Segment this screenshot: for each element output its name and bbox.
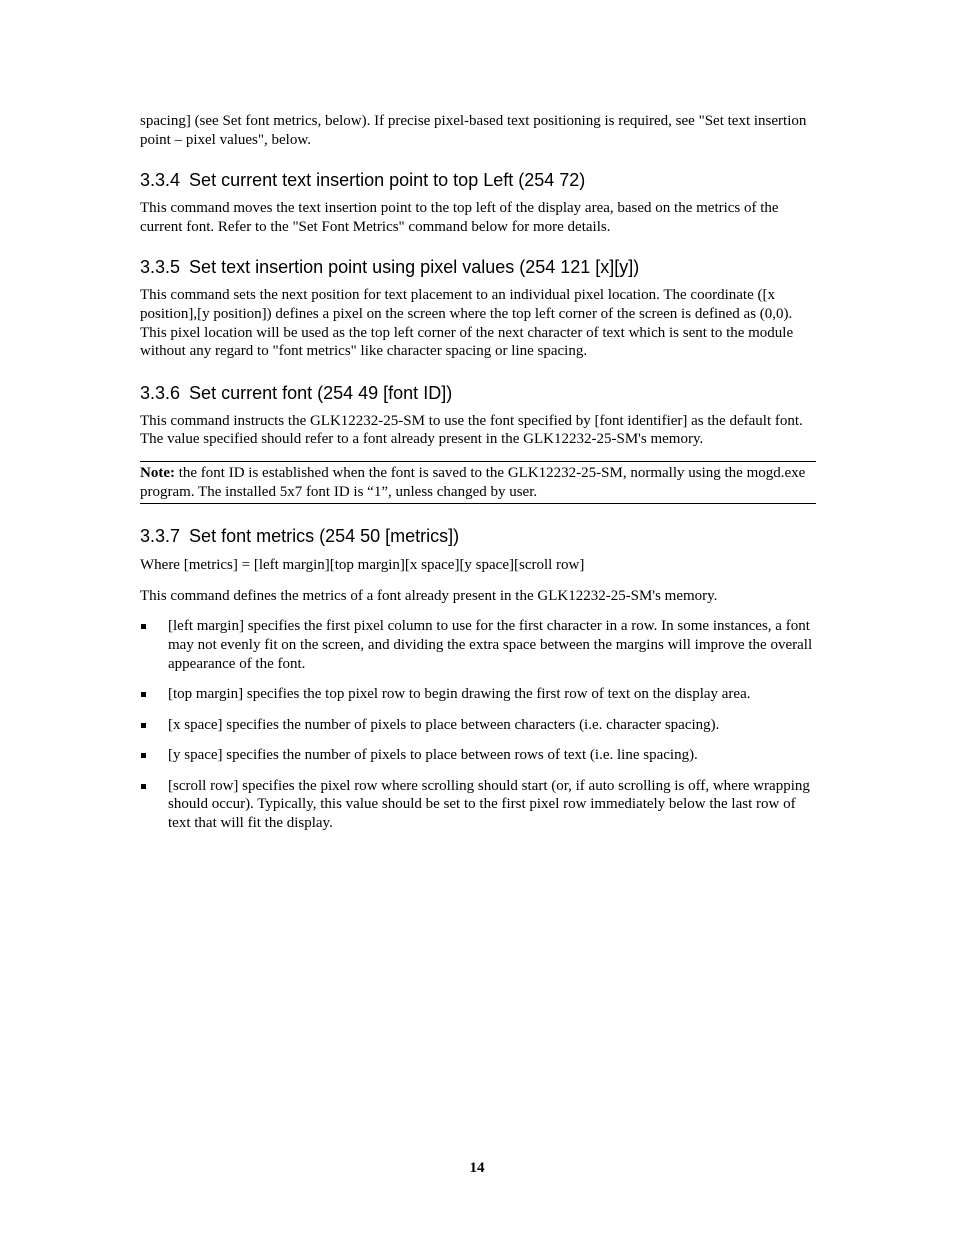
metrics-list: [140, 617, 816, 832]
list-item-text: [top margin] specifies the top pixel row to begin drawing the first row of text on the display area.: [168, 686, 751, 703]
section-number: 3.3.6: [140, 382, 181, 403]
note-box: [140, 461, 816, 504]
section-3-3-5-body: This command sets the next position for text placement to an individual pixel location. The coordinate ([x position],[y position]) defines a pixel on the screen where the top left corner of the screen is defined as (0,0). This pixel location will be used as the top left corner of the next character of text which is sent to the module without any regard to "font metrics" like character spacing or line spacing.: [140, 287, 794, 360]
section-3-3-6-heading: [140, 382, 816, 404]
note-text: the font ID is established when the font is saved to the GLK12232-25-SM, normally using the mogd.exe program. The installed 5x7 font ID is “1”, unless changed by user.: [140, 464, 806, 500]
list-item-text: [y space] specifies the number of pixels to place between rows of text (i.e. line spacing).: [168, 747, 698, 764]
section-title: Set text insertion point using pixel values (254 121 [x][y]): [189, 257, 640, 278]
section-3-3-6-body: This command instructs the GLK12232-25-SM to use the font specified by [font identifier] as the default font. The value specified should refer to a font already present in the GLK12232-25-SM's memory.: [140, 412, 803, 448]
square-bullet-icon: [141, 624, 146, 629]
square-bullet-icon: [141, 723, 146, 728]
list-item: [140, 716, 816, 735]
section-title: Set font metrics (254 50 [metrics]): [189, 526, 460, 547]
list-item-text: [left margin] specifies the first pixel column to use for the first character in a row. In some instances, a font may not evenly fit on the screen, and dividing the extra space between the margins will improve the overall appearance of the font.: [168, 618, 813, 672]
square-bullet-icon: [141, 692, 146, 697]
note-paragraph: [140, 464, 816, 501]
list-item: [140, 617, 816, 673]
section-number: 3.3.4: [140, 170, 181, 191]
list-item: [140, 685, 816, 704]
list-item: [140, 746, 816, 765]
metrics-definition: Where [metrics] = [left margin][top margin][x space][y space][scroll row]: [140, 557, 585, 574]
document-page: [140, 112, 816, 833]
section-title: Set current font (254 49 [font ID]): [189, 382, 453, 403]
section-3-3-4-heading: [140, 169, 816, 191]
section-3-3-4-body: This command moves the text insertion point to the top left of the display area, based on the metrics of the current font. Refer to the "Set Font Metrics" command below for more details.: [140, 200, 779, 235]
section-3-3-7-body: This command defines the metrics of a font already present in the GLK12232-25-SM's memory.: [140, 587, 718, 604]
note-label: Note:: [140, 464, 175, 481]
list-item-text: [x space] specifies the number of pixels to place between characters (i.e. character spacing).: [168, 716, 720, 733]
square-bullet-icon: [141, 753, 146, 758]
square-bullet-icon: [141, 784, 146, 789]
section-3-3-7-heading: [140, 525, 816, 547]
section-title: Set current text insertion point to top Left (254 72): [189, 170, 586, 191]
page-number: 14: [469, 1160, 485, 1176]
section-number: 3.3.5: [140, 257, 181, 278]
section-number: 3.3.7: [140, 526, 181, 547]
section-3-3-5-heading: [140, 256, 816, 278]
list-item: [140, 777, 816, 833]
list-item-text: [scroll row] specifies the pixel row where scrolling should start (or, if auto scrolling is off, where wrapping should occur). Typically, this value should be set to the first pixel row immediately below the last row of text that will fit the display.: [168, 777, 810, 832]
intro-paragraph: spacing] (see Set font metrics, below). If precise pixel-based text positioning is required, see "Set text insertion point – pixel values", below.: [140, 113, 807, 148]
